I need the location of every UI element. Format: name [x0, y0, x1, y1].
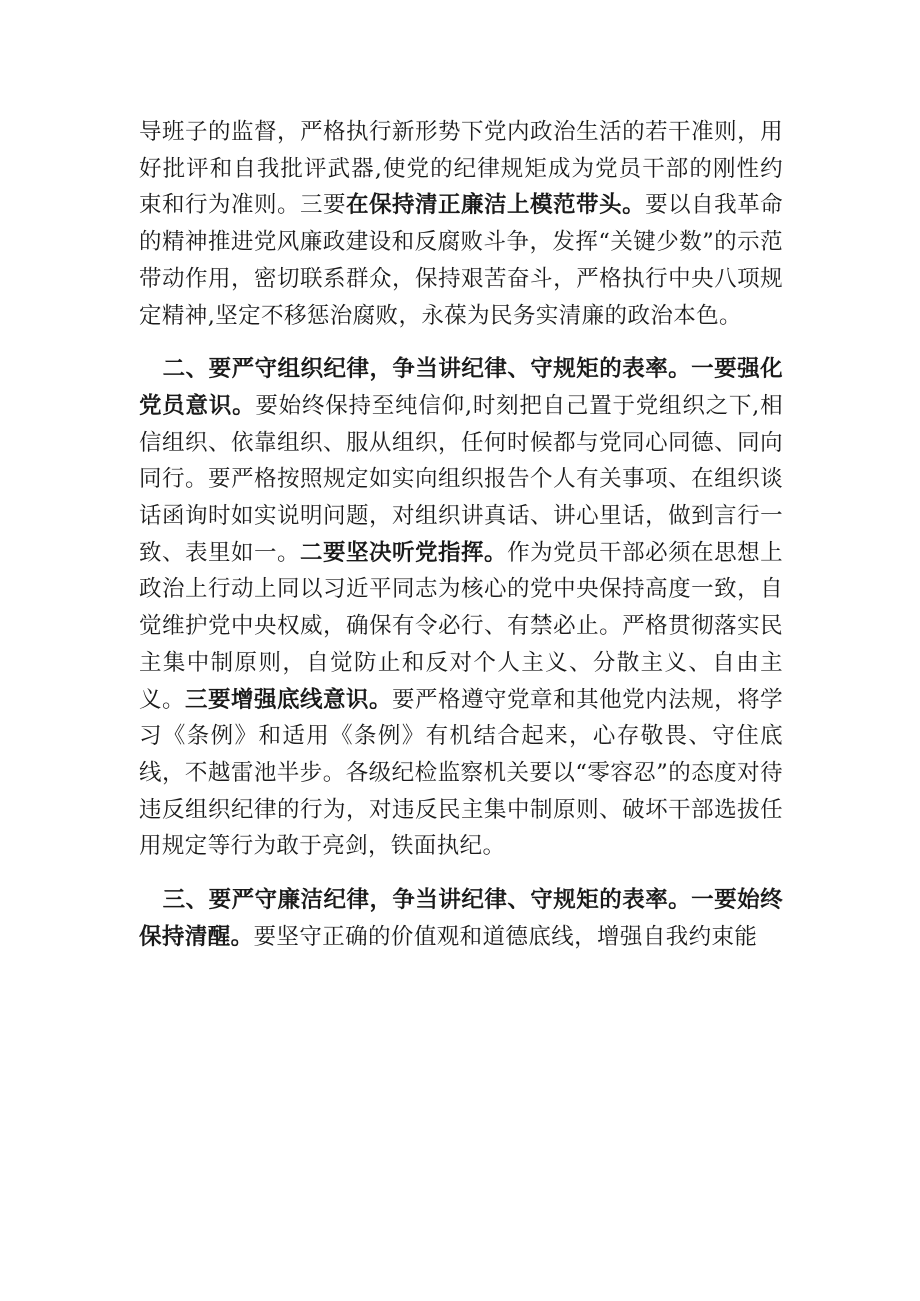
text-run: 要坚守正确的价值观和道德底线，增强自我约束能	[253, 923, 758, 950]
paragraph-2-organization-discipline	[139, 351, 783, 865]
bold-heading-run: 二要坚决听党指挥。	[300, 539, 508, 566]
section-heading-run: 三、要严守廉洁纪律，争当讲纪律、守规矩的表率。一要始终保持清醒。	[139, 887, 783, 950]
text-run: 要以自我革命的精神推进党风廉政建设和反腐败斗争，发挥“关键少数”的示范带动作用，密切联系群众，保持艰苦奋斗，严格执行中央八项规定精神,坚定不移惩治腐败，永葆为民务实清廉的政治本色。	[139, 192, 783, 329]
document-body	[139, 114, 783, 955]
text-run: 作为党员干部必须在思想上政治上行动上同以习近平同志为核心的党中央保持高度一致，自觉维护党中央权威，确保有令必行、有禁必止。严格贯彻落实民主集中制原则，自觉防止和反对个人主义、分散主义、自由主义。	[139, 539, 783, 713]
bold-heading-run: 在保持清正廉洁上模范带头。	[346, 192, 646, 219]
text-run: 要严格遵守党章和其他党内法规，将学习《条例》和适用《条例》有机结合起来，心存敬畏、守住底线，不越雷池半步。各级纪检监察机关要以“零容忍”的态度对待违反组织纪律的行为，对违反民主集中制原则、破坏干部选拔任用规定等行为敢于亮剑，铁面执纪。	[139, 686, 783, 860]
text-run: 导班子的监督，严格执行新形势下党内政治生活的若干准则，用好批评和自我批评武器,使党的纪律规矩成为党员干部的刚性约束和行为准则。三要	[139, 119, 783, 219]
paragraph-3-integrity-discipline	[139, 882, 783, 955]
paragraph-1	[139, 114, 783, 334]
bold-heading-run: 三要增强底线意识。	[185, 686, 393, 713]
section-heading-run: 二、要严守组织纪律，争当讲纪律、守规矩的表率。一要强化党员意识。	[139, 356, 783, 419]
text-run: 要始终保持至纯信仰,时刻把自己置于党组织之下,相信组织、依靠组织、服从组织，任何时候都与党同心同德、同向同行。要严格按照规定如实向组织报告个人有关事项、在组织谈话函询时如实说明问题，对组织讲真话、讲心里话，做到言行一致、表里如一。	[139, 392, 783, 566]
